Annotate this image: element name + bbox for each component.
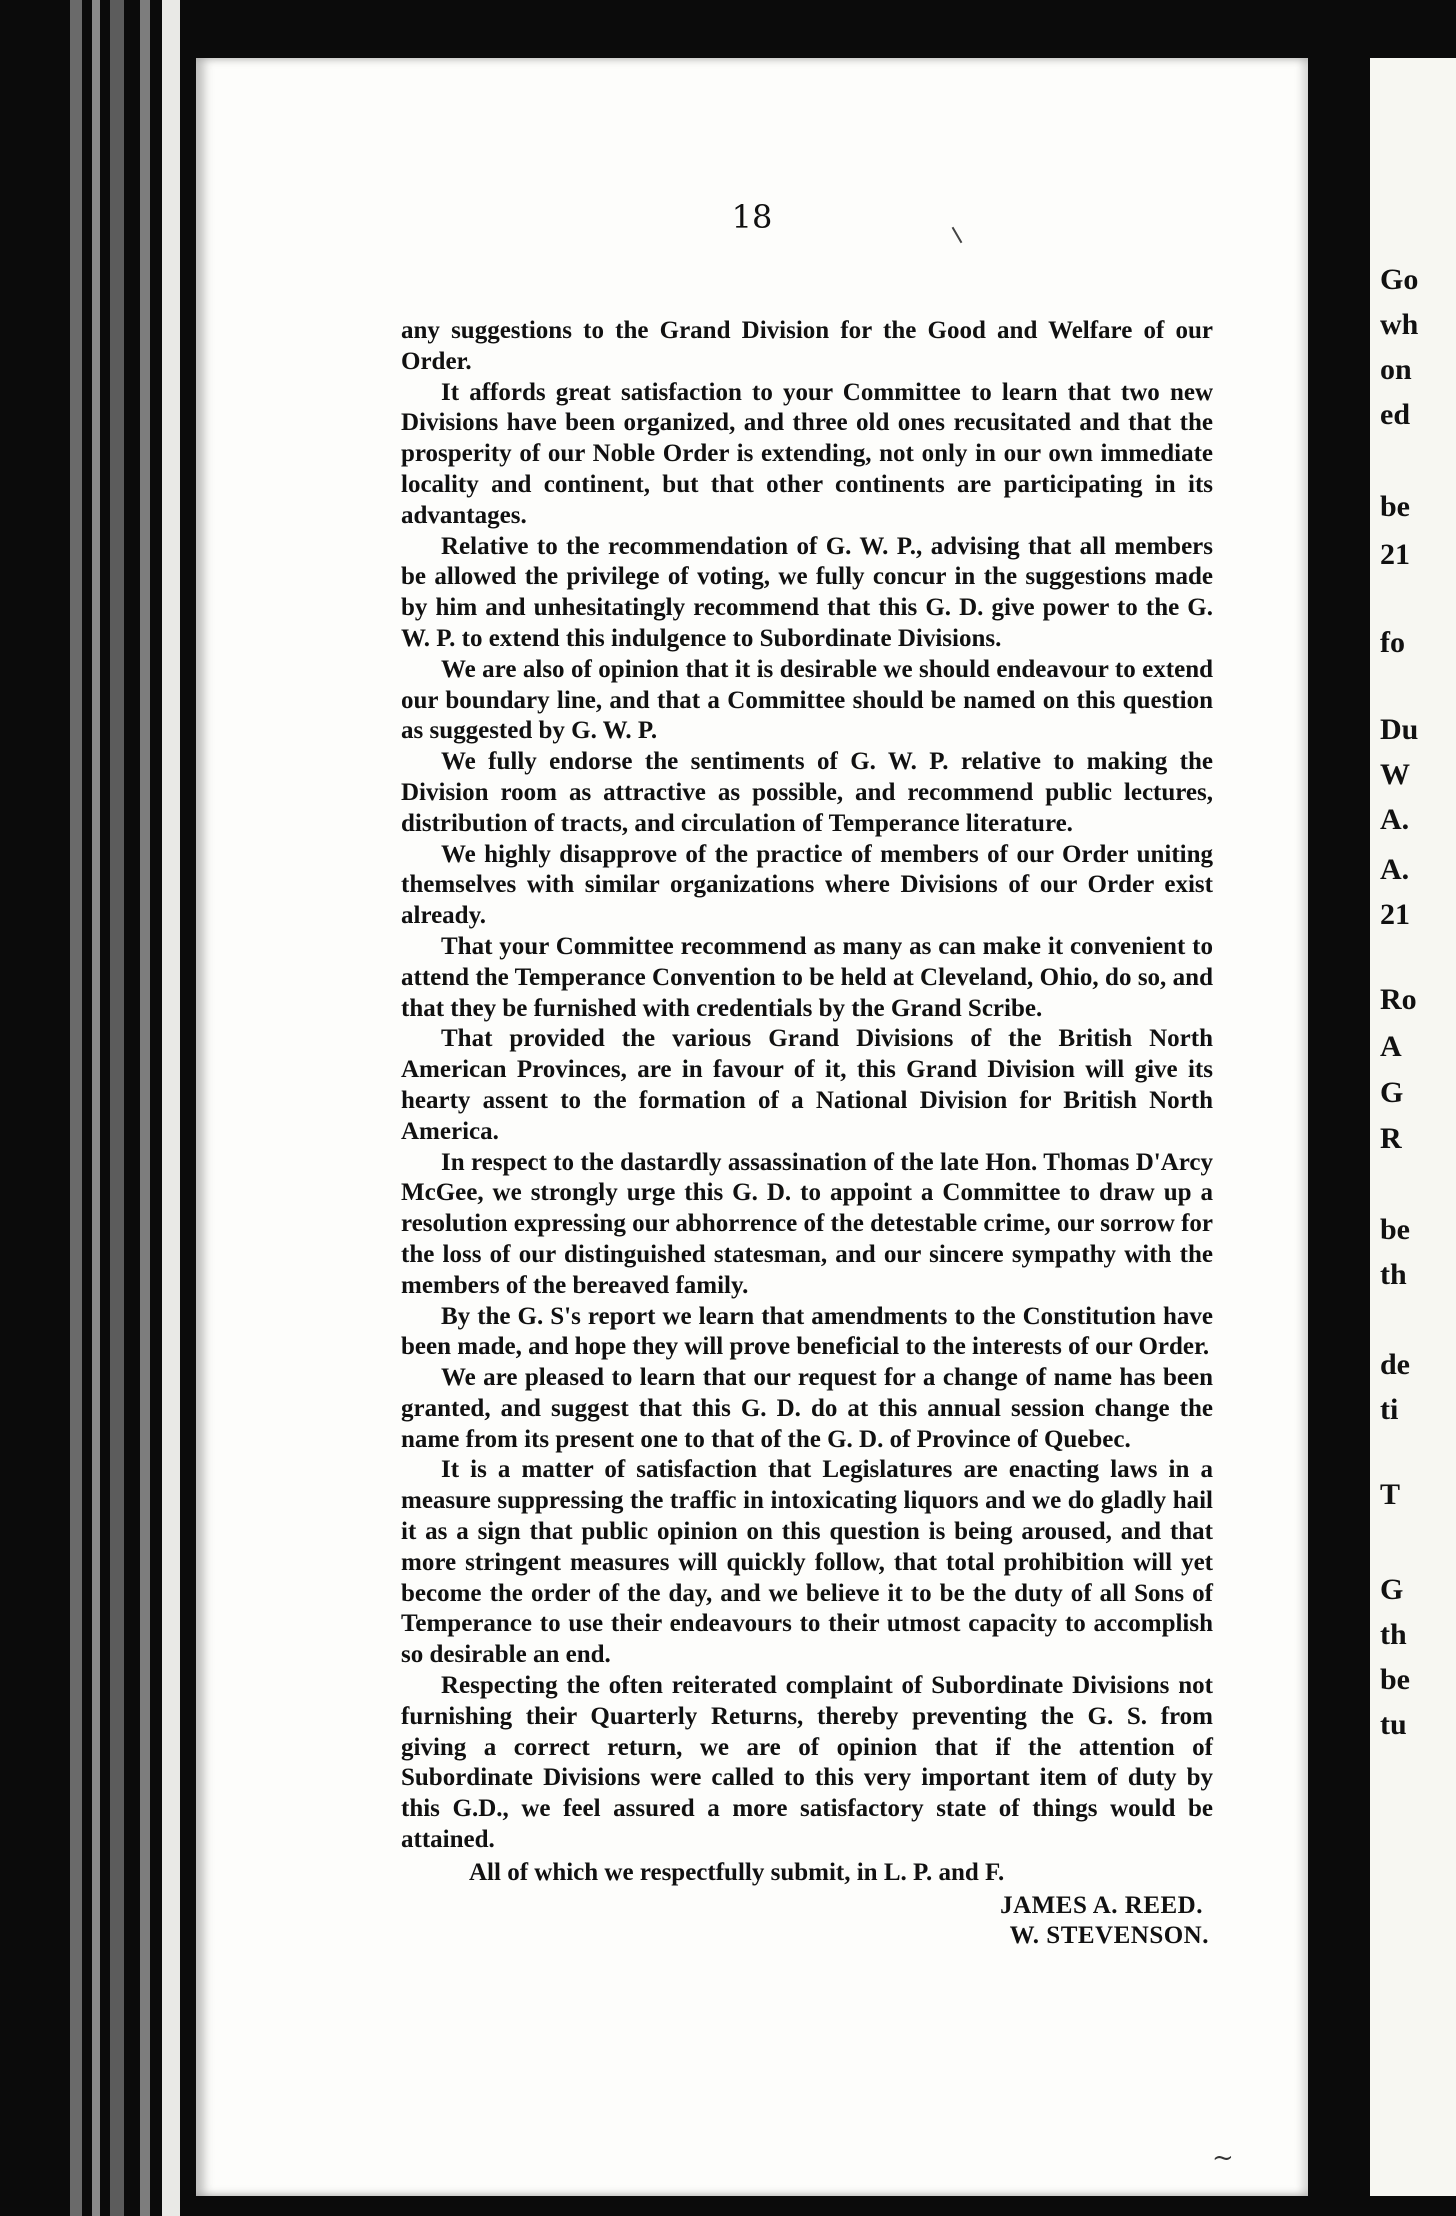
paragraph: We fully endorse the sentiments of G. W. P. relative to making the Division room as attractive as possible, and recommend public lectures, distribution of tracts, and circulation of Temperance literature.	[401, 748, 1213, 837]
paragraph: We are pleased to learn that our request for a change of name has been granted, and suggest that this G. D. do at this annual session change the name from its present one to that of the G. D. of Province of Quebec.	[401, 1364, 1213, 1453]
facing-page-fragment: tu	[1380, 1708, 1407, 1741]
facing-page-fragment: Ro	[1380, 983, 1417, 1016]
signatory: W. STEVENSON.	[1009, 1922, 1209, 1950]
facing-page-fragment: be	[1380, 1663, 1410, 1696]
facing-page-fragment: ti	[1380, 1393, 1399, 1426]
page-stack-edge	[162, 0, 180, 2216]
facing-page-fragment: wh	[1380, 308, 1419, 341]
facing-page-fragment: th	[1380, 1258, 1407, 1291]
binding-edge	[70, 0, 82, 2216]
facing-page-fragment: be	[1380, 490, 1410, 523]
paragraph: In respect to the dastardly assassination of the late Hon. Thomas D'Arcy McGee, we strongly urge this G. D. to appoint a Committee to draw up a resolution expressing our abhorrence of the detestable crime, our sorrow for the loss of our distinguished statesman, and our sincere sympathy with the members of the bereaved family.	[401, 1148, 1213, 1299]
facing-page-fragment: 21	[1380, 898, 1410, 931]
signatory: JAMES A. REED.	[1000, 1891, 1203, 1919]
closing-line: All of which we respectfully submit, in L. P. and F.	[469, 1858, 1005, 1886]
paragraph: That provided the various Grand Divisions of the British North American Provinces, are in favour of it, this Grand Division will give its hearty assent to the formation of a National Division for British North America.	[401, 1025, 1213, 1145]
paragraph: That your Committee recommend as many as can make it convenient to attend the Temperance Convention to be held at Cleveland, Ohio, do so, and that they be furnished with credentials by the Grand Scribe.	[401, 932, 1213, 1022]
facing-page-fragment: W	[1380, 758, 1410, 791]
paragraph: It affords great satisfaction to your Committee to learn that two new Divisions have been organized, and three old ones recusitated and that the prosperity of our Noble Order is extending, not only in our own immediate locality and continent, but that other continents are participating in its advantages.	[401, 378, 1213, 529]
facing-page-fragment: R	[1380, 1122, 1402, 1155]
paragraph: Respecting the often reiterated complaint of Subordinate Divisions not furnishing their Quarterly Returns, thereby preventing the G. S. from giving a correct return, we are of opinion that if the attention of Subordinate Divisions were called to this very important item of duty by this G.D., we feel assured a more satisfactory state of things would be attained.	[401, 1672, 1213, 1854]
paragraph: We are also of opinion that it is desirable we should endeavour to extend our boundary line, and that a Committee should be named on this question as suggested by G. W. P.	[401, 655, 1213, 745]
facing-page-fragment: T	[1380, 1478, 1401, 1511]
paragraph: By the G. S's report we learn that amendments to the Constitution have been made, and hope they will prove beneficial to the interests of our Order.	[401, 1302, 1213, 1361]
book-page	[196, 58, 1308, 2196]
facing-page-fragment: A	[1380, 1030, 1402, 1063]
facing-page-fragment: G	[1380, 1076, 1404, 1109]
facing-page-fragment: Go	[1380, 263, 1419, 296]
facing-page-fragment: de	[1380, 1348, 1410, 1381]
facing-page-fragment: A.	[1380, 853, 1410, 886]
paragraph: We highly disapprove of the practice of members of our Order uniting themselves with similar organizations where Divisions of our Order exist already.	[401, 840, 1213, 930]
facing-page-fragment: ed	[1380, 398, 1410, 431]
facing-page-edge	[1370, 58, 1456, 2196]
pen-flourish: ~	[1212, 2143, 1234, 2173]
paragraph: Relative to the recommendation of G. W. P., advising that all members be allowed the privilege of voting, we fully concur in the suggestions made by him and unhesitatingly recommend that this G. D. give power to the G. W. P. to extend this indulgence to Subordinate Divisions.	[401, 532, 1213, 652]
paragraph: It is a matter of satisfaction that Legislatures are enacting laws in a measure suppressing the traffic in intoxicating liquors and we do gladly hail it as a sign that public opinion on this question is being aroused, and that more stringent measures will quickly follow, that total prohibition will yet become the order of the day, and we believe it to be the duty of all Sons of Temperance to use their endeavours to their utmost capacity to accomplish so desirable an end.	[401, 1456, 1213, 1669]
opening-line: any suggestions to the Grand Division for the Good and Welfare of our Order.	[401, 317, 1213, 375]
facing-page-fragment: th	[1380, 1618, 1407, 1651]
facing-page-fragment: 21	[1380, 538, 1410, 571]
binding-edge	[140, 0, 150, 2216]
facing-page-fragment: G	[1380, 1573, 1404, 1606]
facing-page-fragment: be	[1380, 1213, 1410, 1246]
facing-page-fragment: fo	[1380, 626, 1405, 659]
facing-page-fragment: on	[1380, 353, 1412, 386]
facing-page-fragment: Du	[1380, 713, 1419, 746]
binding-edge	[110, 0, 124, 2216]
page-number: 18	[731, 198, 773, 236]
facing-page-fragment: A.	[1380, 803, 1410, 836]
binding-edge	[92, 0, 100, 2216]
page-body	[401, 316, 1213, 1952]
